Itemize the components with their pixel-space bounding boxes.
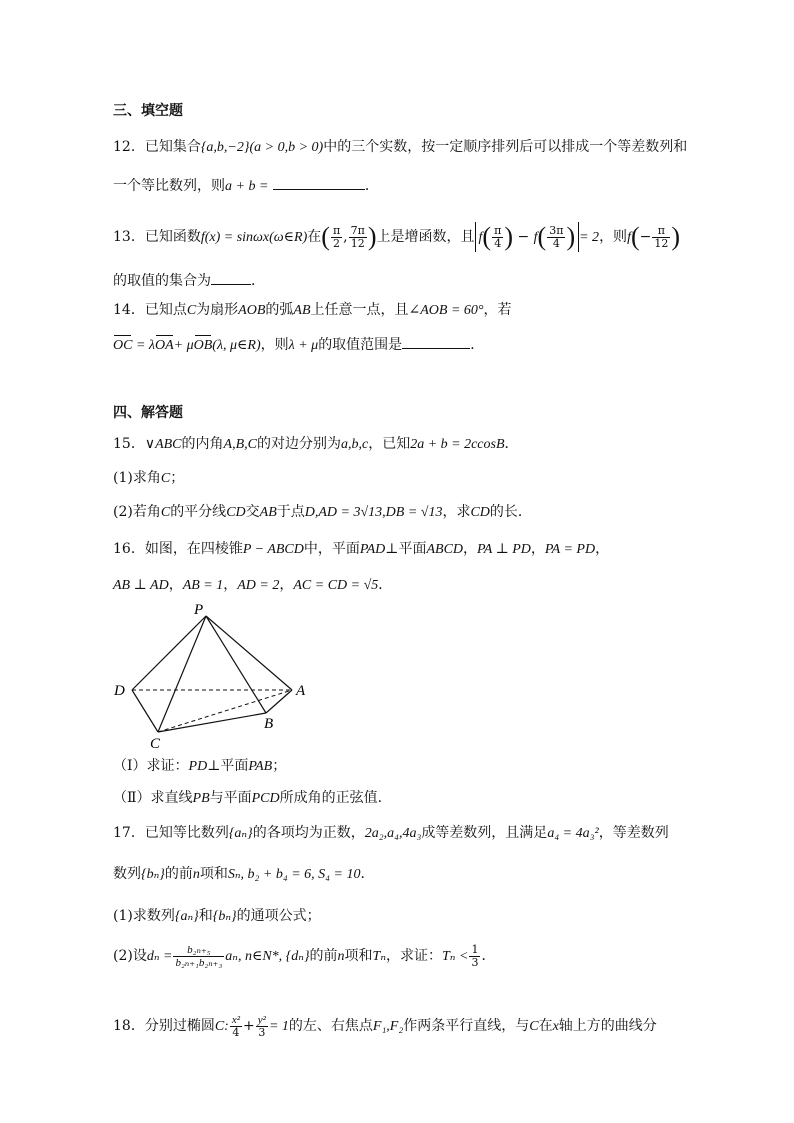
q13-text: 的取值的集合为 [113,273,211,289]
q13-func: f(x) = sinωx(ω∈R) [200,230,308,245]
q13-text: 上是增函数，且 [376,229,475,245]
q15-part-1: (1)求角C； [113,470,185,486]
q16-line-1: 16．如图，在四棱锥P − ABCD中，平面PAD⊥平面ABCD，PA ⊥ PD，PA = PD， [113,541,610,557]
q12-expr: a + b = [225,179,269,194]
vector-ob: OB [194,336,213,356]
q13-line-1: 13．已知函数f(x) = sinωx(ω∈R)在( $\frac{\pi}{2}$ , $\frac{7\pi}{12}$ )上是增函数，且 f( $\frac{\pi}{4}$ ) − f( $\frac{3\pi}{4}$ ) = 2，则f(− $\frac{\pi}{12}$ ) [113,222,681,251]
edge-pd [132,616,206,690]
q14-line-2: OC = λOA+ μOB(λ, μ∈R)，则λ + μ的取值范围是 ． [113,334,688,356]
edge-dc [132,690,158,732]
label-p: P [194,602,204,618]
answer-blank[interactable] [211,270,251,285]
edge-ba [266,690,292,713]
q18-line-1: 18．分别过椭圆C: $\frac{\text{x²}}{4}$ + $\frac{\text{y²}}{3}$ = 1的左、右焦点F₁,F₂作两条平行直线，与C在x轴上方的曲线分 [113,1013,657,1039]
section-4-title: 四、解答题 [113,405,183,421]
edge-pc [158,616,206,732]
answer-blank[interactable] [402,334,470,349]
fraction: $\frac{1}{3}$ [471,942,479,969]
q13-line-2: 的取值的集合为 ． [113,270,688,291]
vector-oa: OA [155,336,174,356]
q14-line-1: 14．已知点C为扇形AOB的弧AB上任意一点，且∠AOB = 60°，若 [113,302,512,318]
edge-pa [206,616,292,690]
q12-end: ． [364,178,379,194]
label-a: A [296,683,306,699]
pyramid-figure [110,600,320,750]
q17-line-1: 17．已知等比数列{aₙ}的各项均为正数，2a₂,a₄,4a₃成等差数列，且满足a₄ = 4a₃²，等差数列 [113,825,669,841]
q16-line-2: AB ⊥ AD，AB = 1，AD = 2，AC = CD = √5． [113,577,393,593]
q12-text: 12．已知集合 [113,139,201,155]
q13-text: 13．已知函数 [113,229,201,245]
answer-blank[interactable] [273,175,365,190]
fraction: $\frac{\text{x²}}{4}$ [231,1013,241,1039]
edge-pb [206,616,266,713]
section-3-title: 三、填空题 [113,103,183,119]
q15-line-1: 15．∨ABC的内角A,B,C的对边分别为a,b,c，已知2a + b = 2ccosB． [113,436,519,452]
q12-text: 中的三个实数，按一定顺序排列后可以排成一个等差数列和 [323,139,688,155]
q16-part-2: （Ⅱ）求直线PB与平面PCD所成角的正弦值. [113,790,383,806]
pyramid-diagram [110,600,320,750]
label-c: C [150,736,161,750]
q17-line-2: 数列{bₙ}的前n项和Sₙ, b₂ + b₄ = 6, S₄ = 10． [113,866,375,882]
label-d: D [114,683,125,699]
fraction: $\frac{\pi}{2}$ [332,223,341,250]
q15-part-2: (2)若角C的平分线CD交AB于点D,AD = 3√13,DB = √13，求CD的长． [113,504,532,520]
q12-text: 一个等比数列，则 [113,178,225,194]
q13-text: 在 [307,229,322,245]
q12-set: {a,b,−2} [200,140,250,155]
q17-part-1: (1)求数列{aₙ}和{bₙ}的通项公式； [113,908,321,924]
q12-line-1 [113,137,688,158]
q16-part-1: （Ⅰ）求证：PD⊥平面PAB； [113,758,287,774]
q12-line-2 [113,175,688,197]
abs-value: f( $\frac{\pi}{4}$ ) − f( $\frac{3\pi}{4}$ ) [475,222,580,252]
vector-oc: OC [113,336,132,356]
q17-part-2: (2)设dₙ = $\frac{\text{b₂ₙ₊₅}}{\text{b₂ₙ₊₁b₂ₙ₊₃}}$ aₙ, n∈N*, {dₙ}的前n项和Tₙ，求证：Tₙ < $\frac{1}{3}$ ． [113,942,496,969]
edge-cb [158,713,266,732]
q12-cond: (a > 0,b > 0) [249,140,324,155]
fraction: $\frac{7\pi}{12}$ [350,223,365,250]
label-b: B [264,716,274,732]
fraction: $\frac{\text{b₂ₙ₊₅}}{\text{b₂ₙ₊₁b₂ₙ₊₃}}$ [175,943,223,969]
fraction: $\frac{\text{y²}}{3}$ [257,1013,266,1039]
